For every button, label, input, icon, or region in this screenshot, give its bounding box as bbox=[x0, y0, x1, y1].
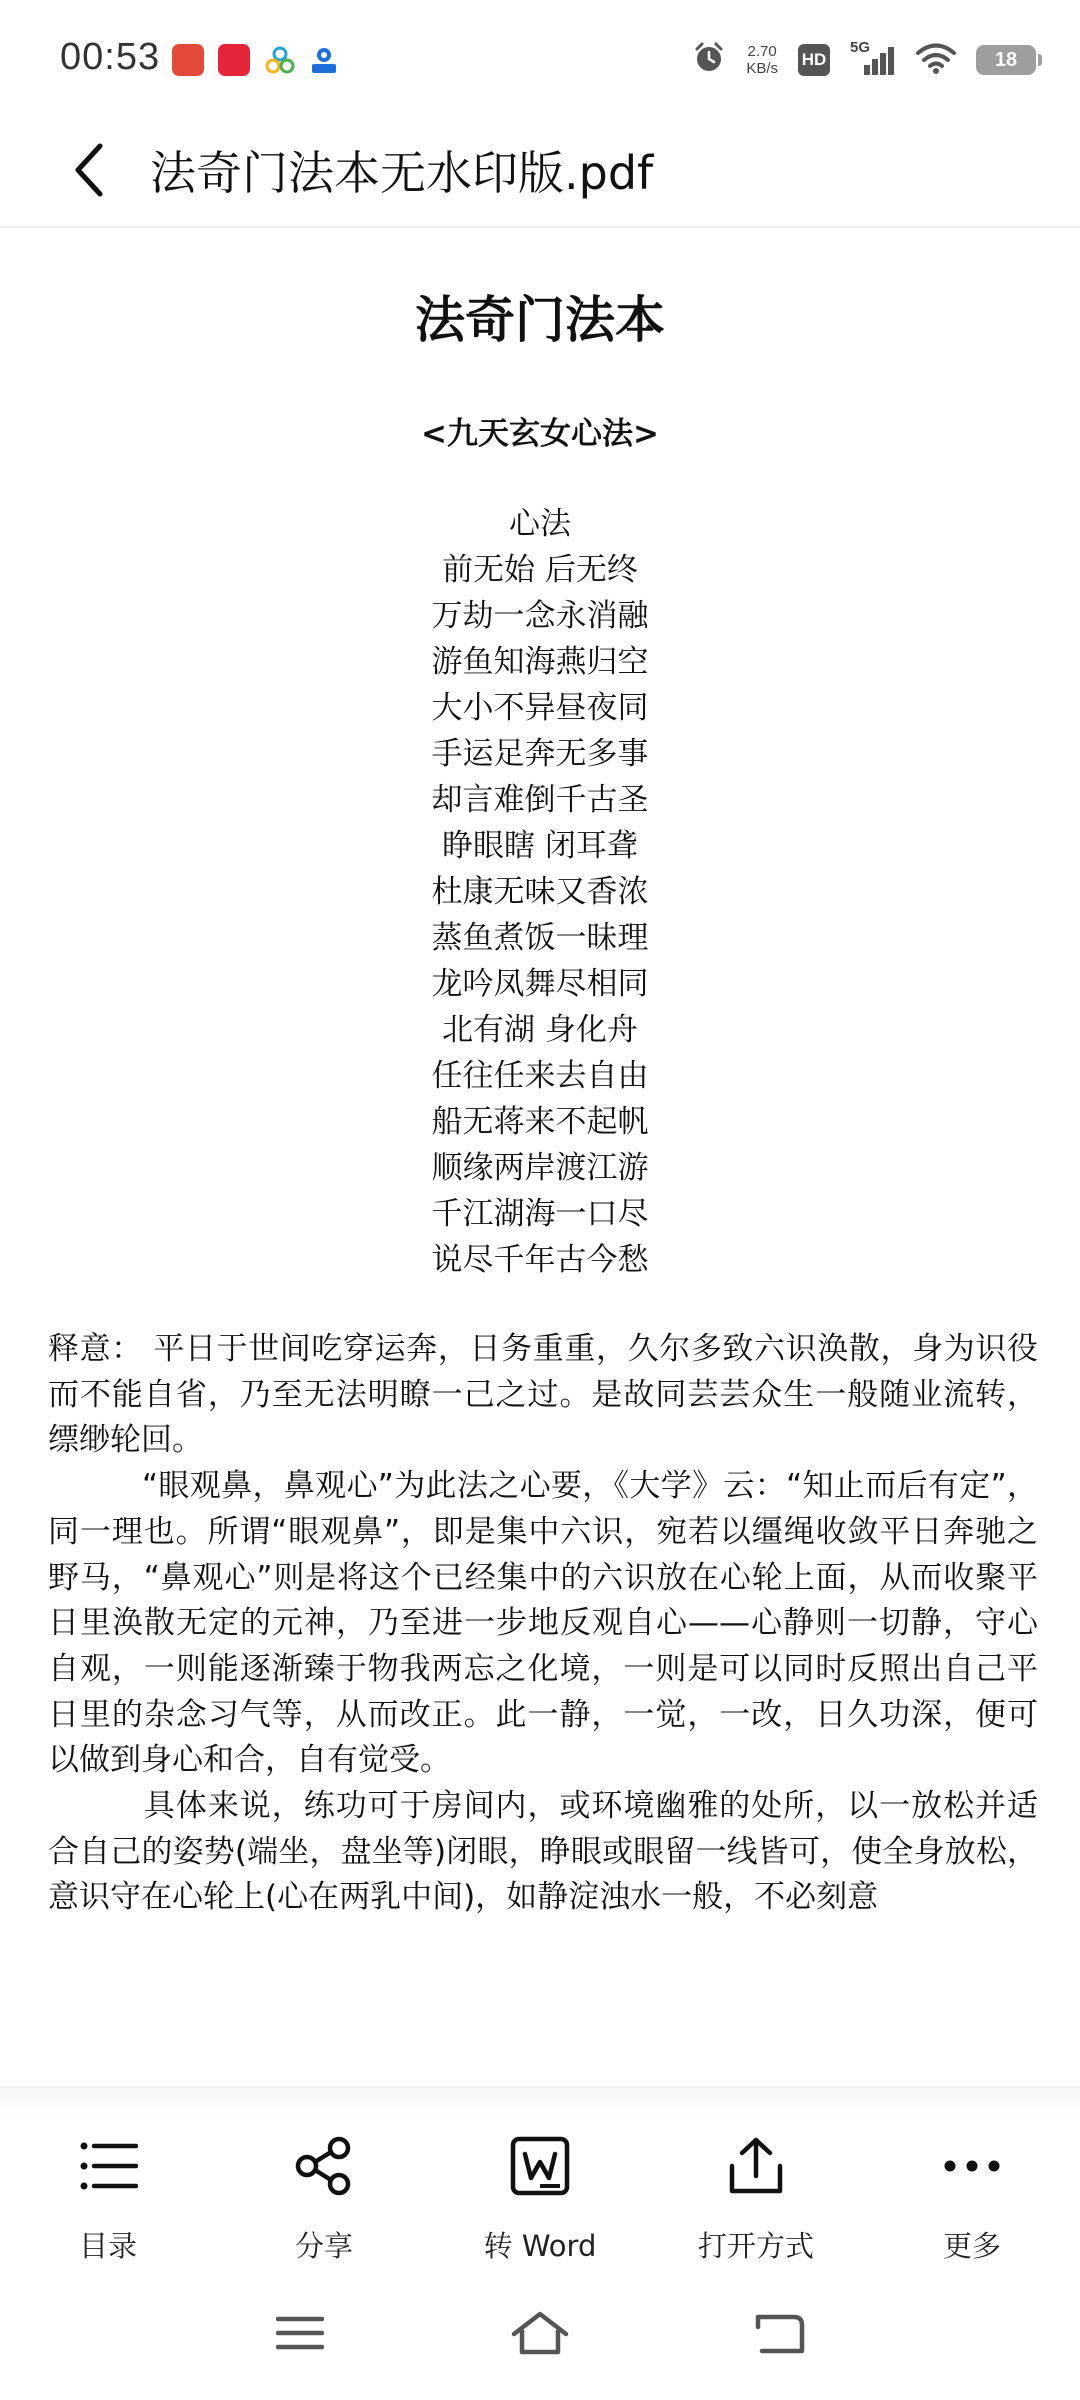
app-notification-icon bbox=[264, 44, 296, 76]
open-with-icon bbox=[726, 2136, 786, 2196]
toolbar-label: 目录 bbox=[78, 2229, 137, 2263]
back-button[interactable] bbox=[50, 132, 130, 212]
back-icon bbox=[754, 2311, 806, 2359]
poem-line: 龙吟凤舞尽相同 bbox=[431, 966, 649, 1002]
toolbar-label: 分享 bbox=[294, 2229, 353, 2263]
poem-line: 心法 bbox=[509, 506, 571, 542]
toolbar-contents-button[interactable] bbox=[0, 2116, 216, 2276]
signal-5g-icon bbox=[850, 39, 896, 77]
page-subheading: <九天玄女心法> bbox=[421, 416, 659, 452]
paragraph: 释意： 平日于世间吃穿运奔，日务重重，久尔多致六识涣散，身为识役而不能自省，乃至无法明瞭一己之过。是故同芸芸众生一般随业流转，缥缈轮回。 bbox=[48, 1331, 1038, 1459]
poem-line: 说尽千年古今愁 bbox=[431, 1242, 649, 1278]
wifi-icon bbox=[916, 42, 956, 78]
poem-line: 杜康无味又香浓 bbox=[431, 874, 649, 910]
poem-line: 前无始 后无终 bbox=[442, 552, 638, 588]
network-type-label: 5G bbox=[850, 39, 871, 56]
toolbar-more-button[interactable] bbox=[864, 2116, 1080, 2276]
poem-line: 顺缘两岸渡江游 bbox=[431, 1150, 649, 1186]
poem-block bbox=[0, 501, 1080, 1283]
toolbar-share-button[interactable] bbox=[216, 2116, 432, 2276]
list-icon bbox=[78, 2136, 138, 2196]
home-icon bbox=[510, 2310, 570, 2360]
net-speed-value: 2.70 bbox=[747, 43, 777, 60]
status-bar bbox=[0, 0, 1080, 120]
battery-indicator: 18 bbox=[976, 45, 1036, 75]
nav-recents-button[interactable] bbox=[260, 2300, 340, 2370]
bottom-toolbar bbox=[0, 2116, 1080, 2276]
poem-line: 船无蒋来不起帆 bbox=[431, 1104, 649, 1140]
nav-home-button[interactable] bbox=[500, 2300, 580, 2370]
poem-line: 手运足奔无多事 bbox=[431, 736, 649, 772]
toolbar-label: 更多 bbox=[942, 2229, 1001, 2263]
pdf-page[interactable] bbox=[0, 228, 1080, 2088]
poem-line: 游鱼知海燕归空 bbox=[431, 644, 649, 680]
word-icon bbox=[510, 2136, 570, 2196]
alarm-icon bbox=[692, 41, 726, 79]
poem-line: 任往任来去自由 bbox=[431, 1058, 649, 1094]
poem-line: 蒸鱼煮饭一昧理 bbox=[431, 920, 649, 956]
share-icon bbox=[294, 2136, 354, 2196]
chevron-left-icon bbox=[68, 140, 112, 204]
poem-line: 睁眼瞎 闭耳聋 bbox=[442, 828, 638, 864]
document-title: 法奇门法本无水印版.pdf bbox=[150, 146, 654, 200]
page-heading: 法奇门法本 bbox=[415, 291, 665, 349]
app-notification-icon bbox=[308, 44, 340, 76]
poem-line: 大小不异昼夜同 bbox=[431, 690, 649, 726]
app-notification-icon bbox=[218, 44, 250, 76]
poem-line: 千江湖海一口尽 bbox=[431, 1196, 649, 1232]
toolbar-label: 转 Word bbox=[483, 2229, 597, 2263]
system-nav-bar bbox=[0, 2276, 1080, 2400]
net-speed bbox=[746, 43, 778, 77]
nav-back-button[interactable] bbox=[740, 2300, 820, 2370]
toolbar-open-with-button[interactable] bbox=[648, 2116, 864, 2276]
hd-badge: HD bbox=[798, 44, 830, 76]
paragraph: 具体来说，练功可于房间内，或环境幽雅的处所，以一放松并适合自己的姿势(端坐，盘坐等)闭眼，睁眼或眼留一线皆可，使全身放松，意识守在心轮上(心在两乳中间)，如静淀浊水一般，不必刻意 bbox=[48, 1788, 1038, 1916]
poem-line: 北有湖 身化舟 bbox=[442, 1012, 638, 1048]
poem-line: 万劫一念永消融 bbox=[431, 598, 649, 634]
app-header bbox=[0, 120, 1080, 228]
status-time: 00:53 bbox=[60, 36, 161, 78]
page-divider bbox=[0, 2086, 1080, 2116]
status-right bbox=[692, 38, 1036, 82]
app-notification-icon bbox=[172, 44, 204, 76]
body-text bbox=[48, 1327, 1038, 1921]
paragraph: “眼观鼻，鼻观心”为此法之心要，《大学》云：“知止而后有定”，同一理也。所谓“眼观鼻”，即是集中六识，宛若以缰绳收敛平日奔驰之野马，“鼻观心”则是将这个已经集中的六识放在心轮上面，从而收聚平日里涣散无定的元神，乃至进一步地反观自心——心静则一切静，守心自观，一则能逐渐臻于物我两忘之化境，一则是可以同时反照出自己平日里的杂念习气等，从而改正。此一静，一觉，一改，日久功深，便可以做到身心和合，自有觉受。 bbox=[48, 1468, 1038, 1779]
more-icon bbox=[942, 2136, 1002, 2196]
poem-line: 却言难倒千古圣 bbox=[431, 782, 649, 818]
menu-icon bbox=[276, 2313, 324, 2357]
toolbar-label: 打开方式 bbox=[697, 2229, 814, 2263]
toolbar-convert-word-button[interactable] bbox=[432, 2116, 648, 2276]
net-speed-unit: KB/s bbox=[746, 60, 778, 77]
